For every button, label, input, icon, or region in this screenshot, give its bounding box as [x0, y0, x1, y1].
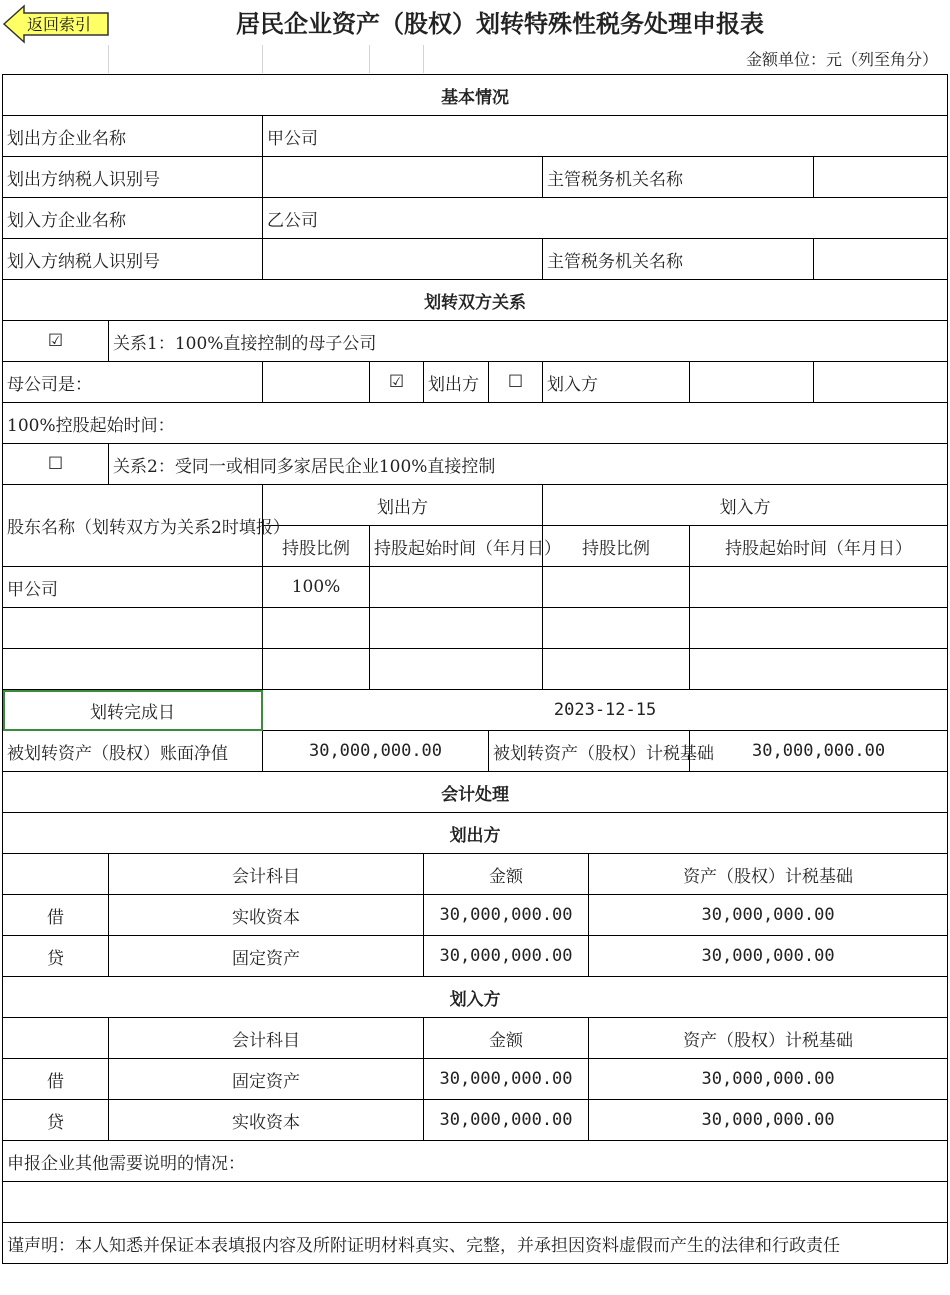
parent-out-label: 划出方 — [424, 362, 489, 403]
relation2-checkbox[interactable]: ☐ — [3, 444, 109, 485]
in-time-cell[interactable] — [690, 608, 948, 649]
shareholder-in-header: 划入方 — [543, 485, 948, 526]
debit-credit-cell: 贷 — [3, 1100, 109, 1141]
in-tax-authority-label: 主管税务机关名称 — [543, 239, 814, 280]
out-tax-authority-field[interactable] — [814, 157, 948, 198]
amount-cell[interactable]: 30,000,000.00 — [424, 1100, 589, 1141]
in-tin-label: 划入方纳税人识别号 — [3, 239, 263, 280]
tax-basis-label: 被划转资产（股权）计税基础 — [489, 731, 690, 772]
amount-unit-note: 金额单位：元（列至角分） — [745, 50, 938, 69]
parent-in-label: 划入方 — [543, 362, 690, 403]
shareholder-name-cell[interactable] — [3, 649, 263, 690]
tax-basis-cell[interactable]: 30,000,000.00 — [589, 936, 948, 977]
section-accounting: 会计处理 — [3, 772, 948, 813]
tax-basis-field[interactable]: 30,000,000.00 — [690, 731, 948, 772]
shareholder-out-header: 划出方 — [263, 485, 543, 526]
in-tin-field[interactable] — [263, 239, 543, 280]
in-ratio-cell[interactable] — [543, 567, 690, 608]
account-subject-header: 会计科目 — [109, 1018, 424, 1059]
grid-line — [108, 45, 109, 73]
parent-in-checkbox[interactable]: ☐ — [489, 362, 543, 403]
in-company-name-field[interactable]: 乙公司 — [263, 198, 948, 239]
out-time-cell[interactable] — [370, 649, 543, 690]
tax-basis-cell[interactable]: 30,000,000.00 — [589, 1100, 948, 1141]
account-subject-cell[interactable]: 固定资产 — [109, 936, 424, 977]
declaration-form — [2, 74, 948, 1264]
amount-header: 金额 — [424, 1018, 589, 1059]
accounting-row — [3, 936, 948, 977]
relation1-label: 关系1：100%直接控制的母子公司 — [109, 321, 948, 362]
in-ratio-cell[interactable] — [543, 608, 690, 649]
tax-basis-header: 资产（股权）计税基础 — [589, 1018, 948, 1059]
amount-header: 金额 — [424, 854, 589, 895]
tax-basis-cell[interactable]: 30,000,000.00 — [589, 1059, 948, 1100]
accounting-out-title: 划出方 — [3, 813, 948, 854]
out-ratio-header: 持股比例 — [263, 526, 370, 567]
shareholder-row — [3, 567, 948, 608]
out-ratio-cell[interactable] — [263, 608, 370, 649]
holding-start-label: 100%控股起始时间： — [3, 403, 948, 444]
transfer-date-label[interactable]: 划转完成日 — [3, 690, 263, 731]
out-ratio-cell[interactable]: 100% — [263, 567, 370, 608]
in-tax-authority-field[interactable] — [814, 239, 948, 280]
out-tax-authority-label: 主管税务机关名称 — [543, 157, 814, 198]
out-tin-field[interactable] — [263, 157, 543, 198]
back-to-index-button[interactable] — [2, 4, 110, 44]
relation2-label: 关系2：受同一或相同多家居民企业100%直接控制 — [109, 444, 948, 485]
section-relation: 划转双方关系 — [3, 280, 948, 321]
out-tin-label: 划出方纳税人识别号 — [3, 157, 263, 198]
account-subject-cell[interactable]: 固定资产 — [109, 1059, 424, 1100]
account-subject-cell[interactable]: 实收资本 — [109, 895, 424, 936]
parent-out-checkbox[interactable]: ☑ — [370, 362, 424, 403]
shareholder-name-cell[interactable] — [3, 608, 263, 649]
out-company-name-field[interactable]: 甲公司 — [263, 116, 948, 157]
amount-cell[interactable]: 30,000,000.00 — [424, 895, 589, 936]
grid-line — [423, 45, 424, 73]
parent-extra-cell[interactable] — [814, 362, 948, 403]
other-notes-label: 申报企业其他需要说明的情况： — [3, 1141, 948, 1182]
accounting-in-title: 划入方 — [3, 977, 948, 1018]
shareholder-row — [3, 649, 948, 690]
shareholder-name-cell[interactable]: 甲公司 — [3, 567, 263, 608]
transfer-date-value[interactable]: 2023-12-15 — [263, 690, 948, 731]
out-time-cell[interactable] — [370, 567, 543, 608]
out-time-cell[interactable] — [370, 608, 543, 649]
in-time-cell[interactable] — [690, 567, 948, 608]
debit-credit-cell: 贷 — [3, 936, 109, 977]
out-company-name-label: 划出方企业名称 — [3, 116, 263, 157]
debit-credit-cell: 借 — [3, 1059, 109, 1100]
in-ratio-header: 持股比例 — [543, 526, 690, 567]
in-time-header: 持股起始时间（年月日） — [690, 526, 948, 567]
out-ratio-cell[interactable] — [263, 649, 370, 690]
page-title: 居民企业资产（股权）划转特殊性税务处理申报表 — [236, 9, 764, 38]
declaration-text: 谨声明：本人知悉并保证本表填报内容及所附证明材料真实、完整，并承担因资料虚假而产生的法律和行政责任 — [3, 1223, 948, 1264]
out-time-header: 持股起始时间（年月日） — [370, 526, 543, 567]
grid-line — [262, 45, 263, 73]
accounting-row — [3, 1059, 948, 1100]
relation1-checkbox[interactable]: ☑ — [3, 321, 109, 362]
other-notes-field[interactable] — [3, 1182, 948, 1223]
tax-basis-header: 资产（股权）计税基础 — [589, 854, 948, 895]
in-ratio-cell[interactable] — [543, 649, 690, 690]
in-company-name-label: 划入方企业名称 — [3, 198, 263, 239]
accounting-row — [3, 895, 948, 936]
in-time-cell[interactable] — [690, 649, 948, 690]
parent-company-label: 母公司是： — [3, 362, 263, 403]
amount-cell[interactable]: 30,000,000.00 — [424, 1059, 589, 1100]
parent-blank-cell[interactable] — [263, 362, 370, 403]
debit-credit-cell: 借 — [3, 895, 109, 936]
section-basic-info: 基本情况 — [3, 75, 948, 116]
accounting-side-header — [3, 1018, 109, 1059]
shareholder-row — [3, 608, 948, 649]
amount-cell[interactable]: 30,000,000.00 — [424, 936, 589, 977]
back-button-label: 返回索引 — [27, 15, 92, 34]
account-subject-cell[interactable]: 实收资本 — [109, 1100, 424, 1141]
parent-extra-cell[interactable] — [690, 362, 814, 403]
accounting-row — [3, 1100, 948, 1141]
account-subject-header: 会计科目 — [109, 854, 424, 895]
accounting-side-header — [3, 854, 109, 895]
tax-basis-cell[interactable]: 30,000,000.00 — [589, 895, 948, 936]
book-value-field[interactable]: 30,000,000.00 — [263, 731, 489, 772]
book-value-label: 被划转资产（股权）账面净值 — [3, 731, 263, 772]
shareholder-name-header: 股东名称（划转双方为关系2时填报） — [3, 485, 263, 567]
grid-line — [369, 45, 370, 73]
